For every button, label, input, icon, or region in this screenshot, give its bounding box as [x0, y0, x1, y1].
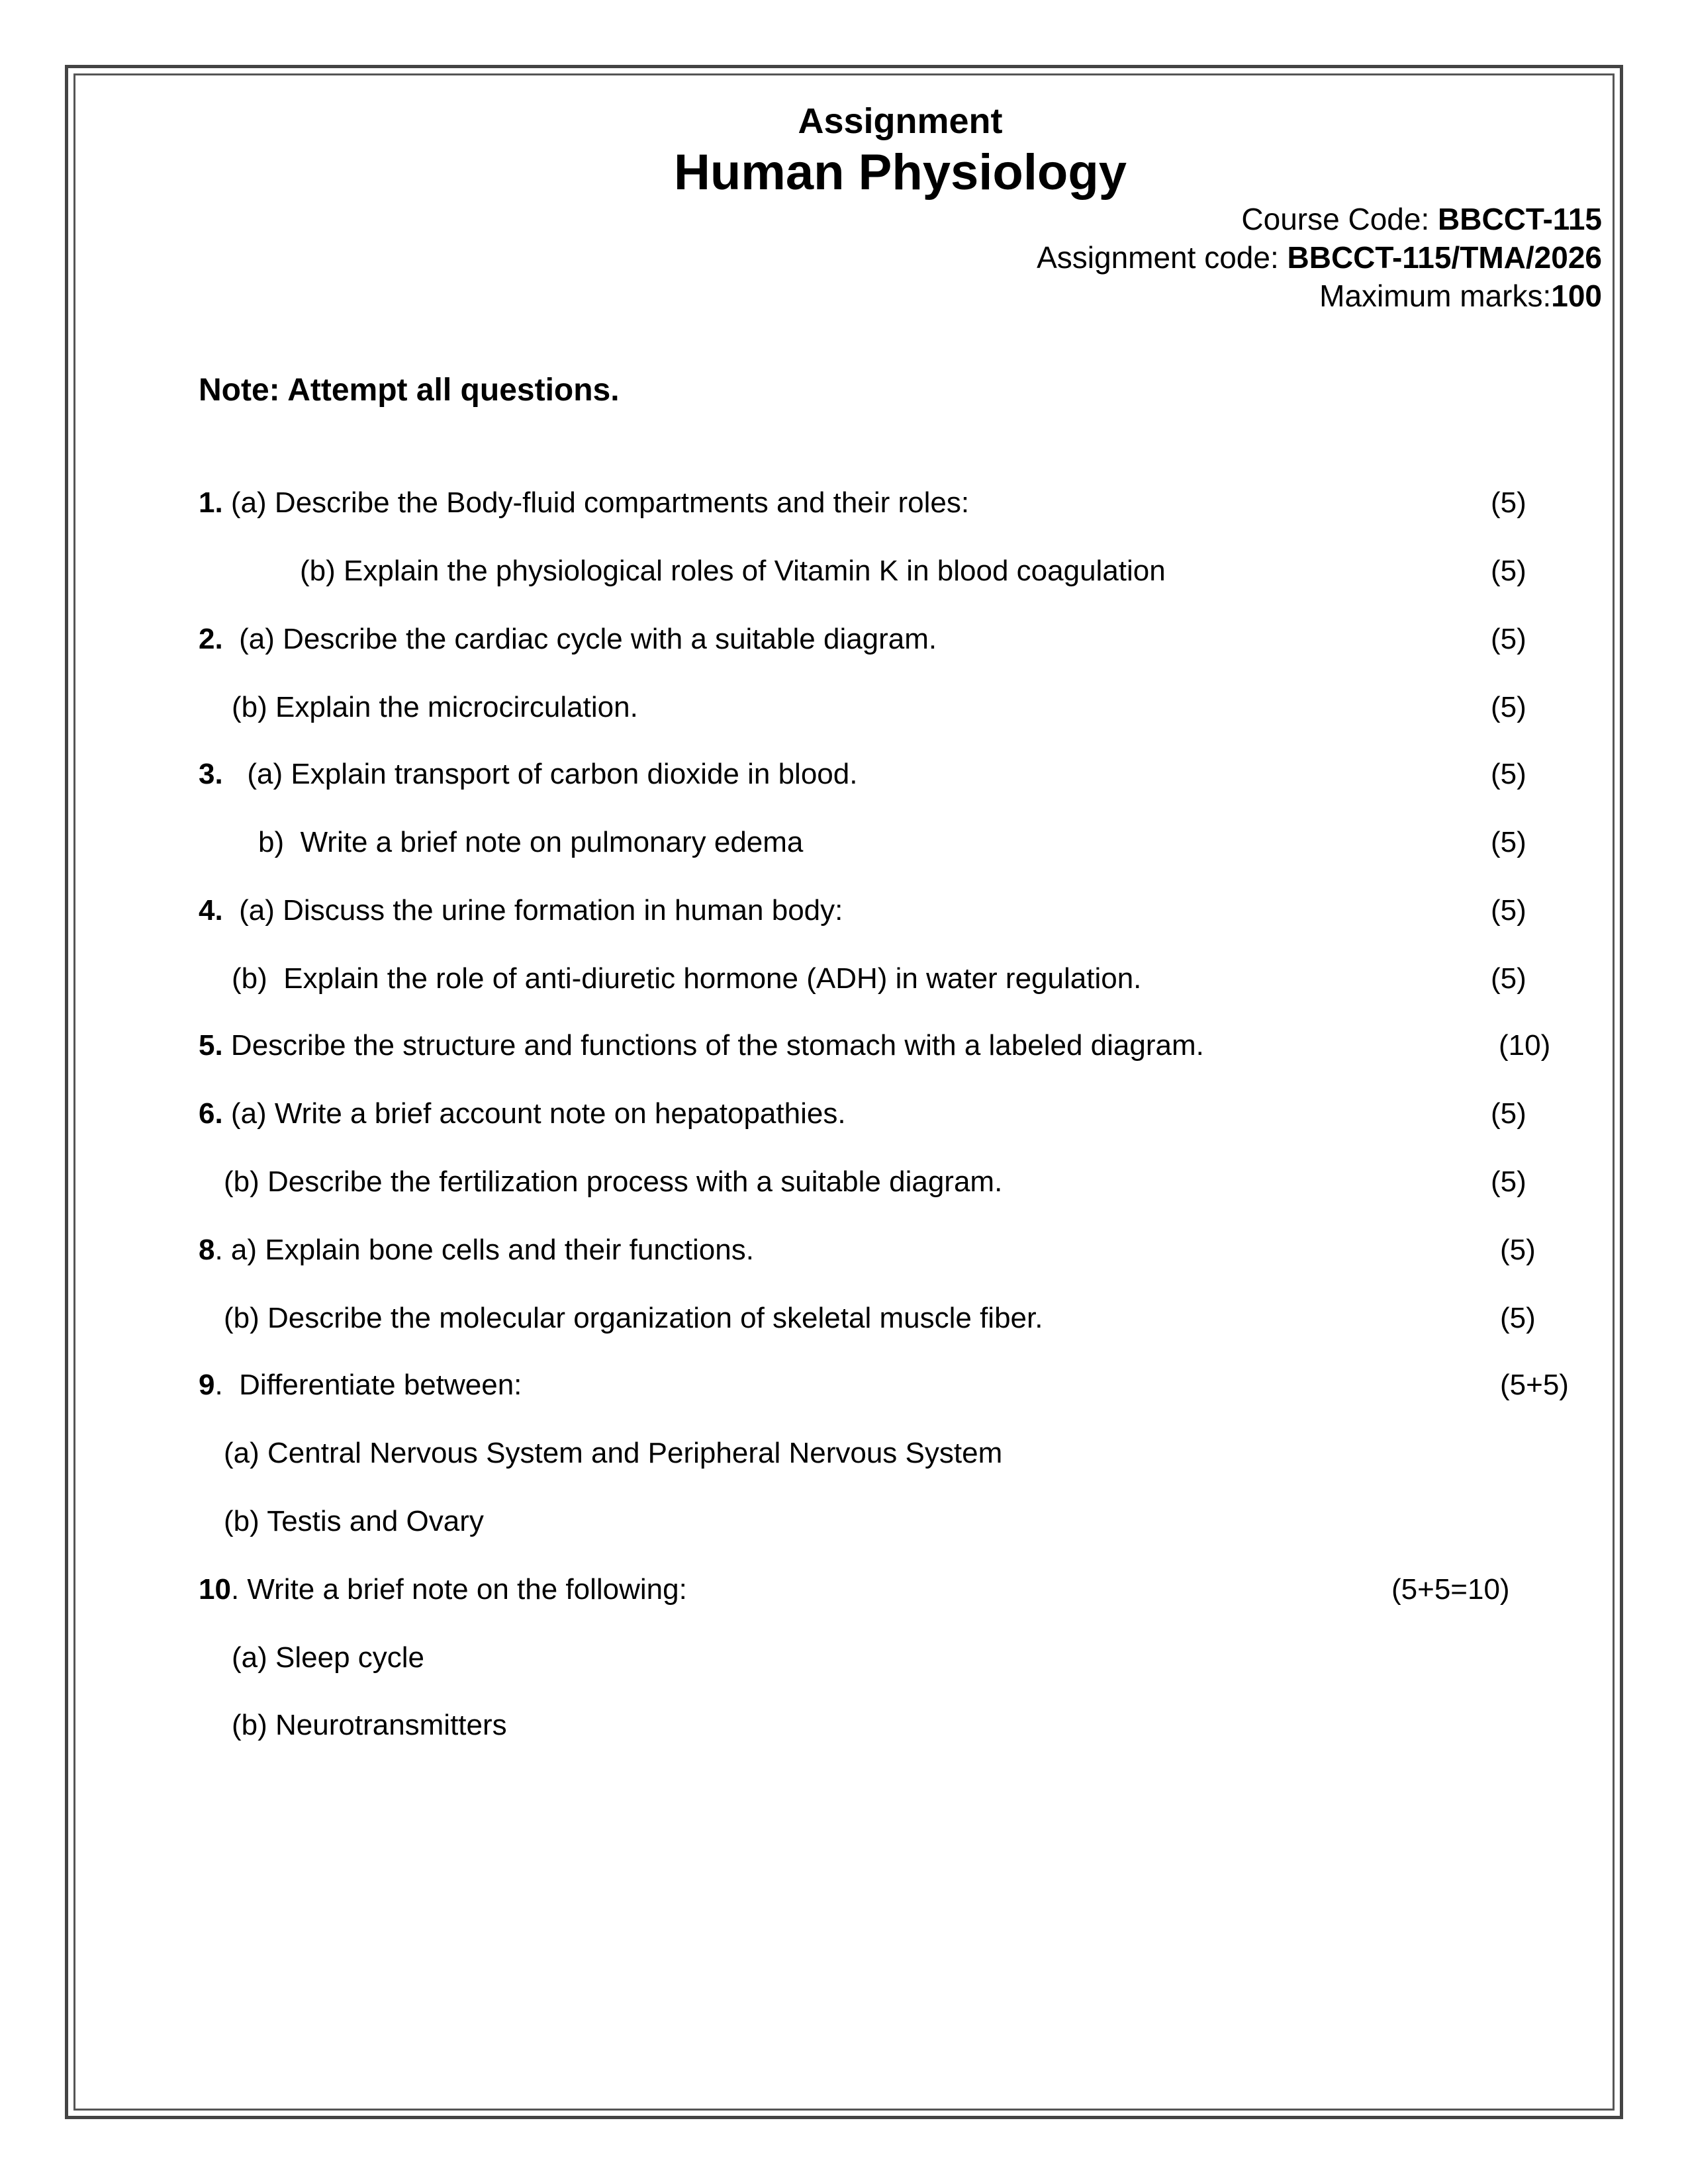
- question-text: (a) Describe the cardiac cycle with a suitable diagram.: [222, 623, 937, 655]
- question-marks: (5): [1491, 555, 1526, 587]
- question-number: 5.: [199, 1029, 223, 1062]
- question-row: [0, 959, 1688, 999]
- question-marks: (5): [1491, 486, 1526, 519]
- question-marks: (5): [1491, 691, 1526, 723]
- question-row: [0, 688, 1688, 727]
- question-text: (a) Discuss the urine formation in human body:: [222, 894, 843, 927]
- question-number: 2.: [199, 623, 223, 655]
- question-number: 3.: [199, 758, 223, 790]
- question-row: [0, 1162, 1688, 1202]
- question-row: [0, 483, 1688, 523]
- question-row: [0, 754, 1688, 794]
- question-text: (b) Describe the molecular organization of skeletal muscle fiber.: [224, 1302, 1043, 1334]
- course-code-line: [1241, 200, 1602, 238]
- question-text: (a) Write a brief account note on hepatopathies.: [222, 1097, 846, 1130]
- question-marks: (5): [1491, 962, 1526, 995]
- question-text: (a) Central Nervous System and Peripheral Nervous System: [224, 1437, 1003, 1469]
- assignment-code-value: BBCCT-115/TMA/2026: [1287, 240, 1602, 275]
- question-row: [0, 1365, 1688, 1405]
- question-number: 8: [199, 1234, 215, 1266]
- question-number: 6.: [199, 1097, 223, 1130]
- course-code-label: Course Code:: [1241, 202, 1438, 236]
- course-code-value: BBCCT-115: [1438, 202, 1602, 236]
- question-number: 10: [199, 1573, 231, 1606]
- question-marks: (10): [1499, 1029, 1551, 1062]
- question-marks: (5): [1491, 894, 1526, 927]
- max-marks-line: [1319, 277, 1602, 315]
- question-row: [0, 823, 1688, 862]
- question-text: b) Write a brief note on pulmonary edema: [258, 826, 804, 858]
- assignment-code-line: [1037, 238, 1602, 277]
- instructions-note: Note: Attempt all questions.: [199, 373, 620, 408]
- question-row: [0, 551, 1688, 591]
- question-row: [0, 1638, 1688, 1678]
- max-marks-label: Maximum marks:: [1319, 279, 1552, 313]
- question-text: Describe the structure and functions of the stomach with a labeled diagram.: [222, 1029, 1204, 1062]
- question-text: . Differentiate between:: [214, 1369, 522, 1401]
- question-number: 1.: [199, 486, 223, 519]
- question-row: [0, 1502, 1688, 1541]
- question-row: [0, 1433, 1688, 1473]
- question-number: 9: [199, 1369, 215, 1401]
- question-text: (b) Explain the role of anti-diuretic hormone (ADH) in water regulation.: [232, 962, 1142, 995]
- question-text: (a) Explain transport of carbon dioxide in blood.: [222, 758, 858, 790]
- question-marks: (5): [1491, 623, 1526, 655]
- question-row: [0, 1230, 1688, 1270]
- question-text: (b) Describe the fertilization process with a suitable diagram.: [224, 1165, 1003, 1198]
- question-marks: (5): [1491, 1165, 1526, 1198]
- question-text: . Write a brief note on the following:: [230, 1573, 687, 1606]
- question-text: (a) Sleep cycle: [232, 1641, 425, 1674]
- question-row: [0, 1026, 1688, 1066]
- question-marks: (5): [1491, 1097, 1526, 1130]
- question-number: 4.: [199, 894, 223, 927]
- subject-title: Human Physiology: [673, 144, 1127, 201]
- max-marks-value: 100: [1551, 279, 1602, 313]
- question-row: [0, 1706, 1688, 1745]
- question-text: (b) Neurotransmitters: [232, 1709, 507, 1741]
- question-row: [0, 891, 1688, 931]
- question-text: (a) Describe the Body-fluid compartments and their roles:: [222, 486, 970, 519]
- question-row: [0, 619, 1688, 659]
- question-text: (b) Testis and Ovary: [224, 1505, 484, 1537]
- question-marks: (5): [1491, 758, 1526, 790]
- question-marks: (5+5=10): [1391, 1573, 1510, 1606]
- question-marks: (5): [1491, 826, 1526, 858]
- question-marks: (5): [1500, 1302, 1536, 1334]
- assignment-code-label: Assignment code:: [1037, 240, 1288, 275]
- question-marks: (5): [1500, 1234, 1536, 1266]
- question-row: [0, 1570, 1688, 1610]
- question-row: [0, 1094, 1688, 1134]
- question-marks: (5+5): [1500, 1369, 1569, 1401]
- question-row: [0, 1298, 1688, 1338]
- question-text: . a) Explain bone cells and their functions.: [214, 1234, 754, 1266]
- question-text: (b) Explain the microcirculation.: [232, 691, 638, 723]
- assignment-heading: Assignment: [798, 101, 1003, 141]
- question-text: (b) Explain the physiological roles of Vitamin K in blood coagulation: [300, 555, 1166, 587]
